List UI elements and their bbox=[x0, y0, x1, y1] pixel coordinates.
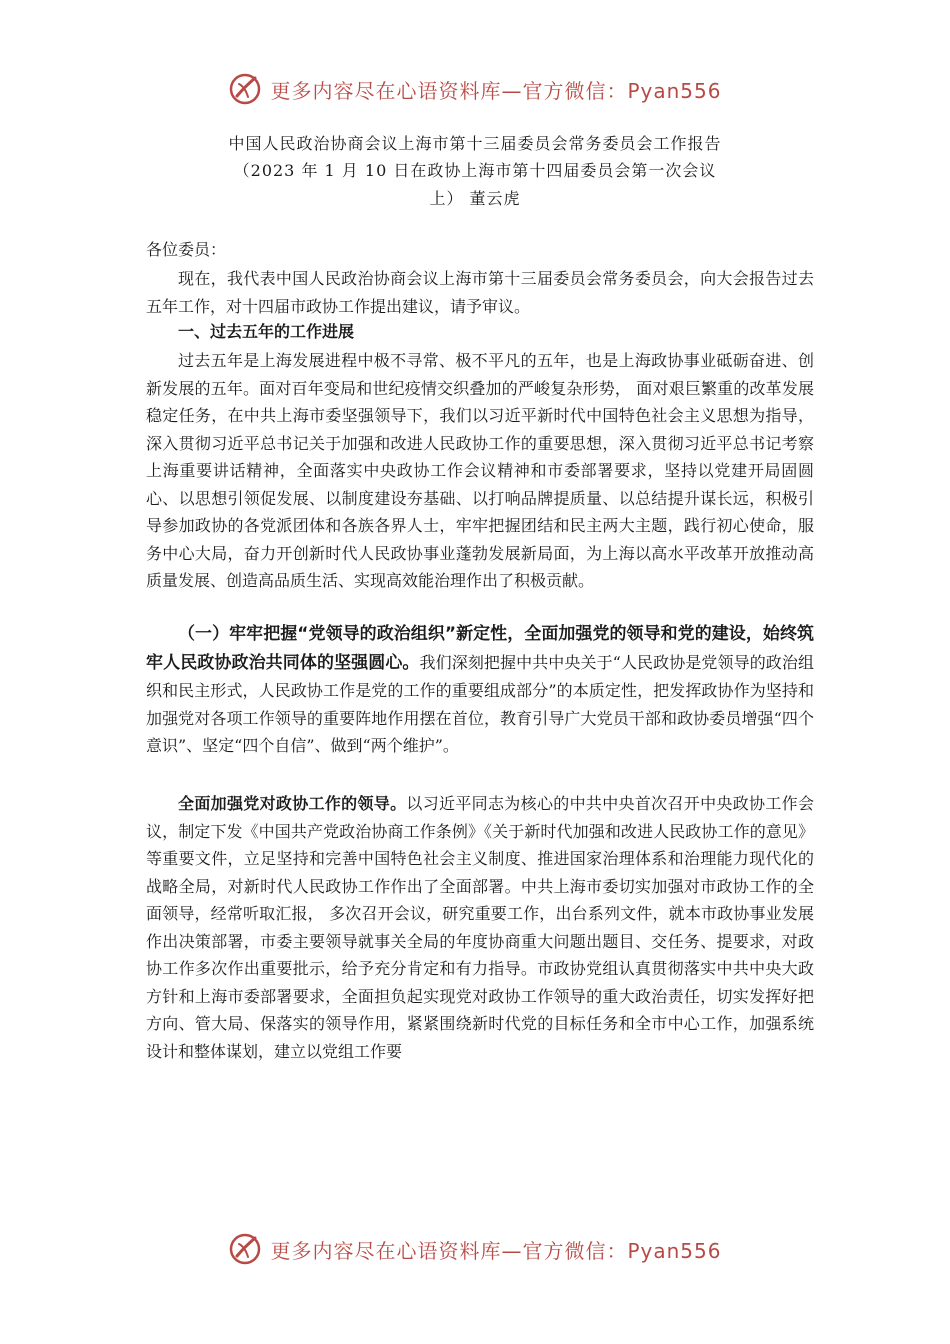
watermark-text: 更多内容尽在心语资料库—官方微信：Pyan556 bbox=[270, 1238, 722, 1263]
subsection1-paragraph bbox=[146, 620, 814, 760]
document-title-line2: （2023 年 1 月 10 日在政协上海市第十四届委员会第一次会议 bbox=[233, 161, 717, 180]
document-title-line3: 上） 董云虎 bbox=[429, 189, 521, 208]
intro-paragraph bbox=[146, 265, 814, 320]
watermark-banner-bottom bbox=[0, 1232, 950, 1266]
document-title-line1: 中国人民政治协商会议上海市第十三届委员会常务委员会工作报告 bbox=[228, 134, 722, 153]
subsection1-text: 我们深刻把握中共中央关于“人民政协是党领导的政治组织和民主形式，人民政协工作是党的工作的重要组成部分”的本质定性，把发挥政协作为坚持和加强党对各项工作领导的重要阵地作用摆在首位，教育引导广大党员干部和政协委员增强“四个意识”、坚定“四个自信”、做到“两个维护”。 bbox=[146, 652, 814, 755]
intro-text: 现在，我代表中国人民政治协商会议上海市第十三届委员会常务委员会，向大会报告过去五年工作，对十四届市政协工作提出建议，请予审议。 bbox=[146, 269, 814, 316]
salutation: 各位委员： bbox=[146, 240, 227, 259]
subsection1-lead: （一）牢牢把握“党领导的政治组织”新定性，全面加强党的领导和党的建设，始终筑牢人民政协政治共同体的坚强圆心。 bbox=[146, 624, 814, 673]
logo-icon bbox=[228, 1232, 262, 1266]
watermark-banner-top bbox=[0, 72, 950, 106]
subsection2-lead: 全面加强党对政协工作的领导。 bbox=[178, 794, 407, 813]
section-heading: 一、过去五年的工作进展 bbox=[178, 322, 355, 341]
section1-text: 过去五年是上海发展进程中极不寻常、极不平凡的五年，也是上海政协事业砥砺奋进、创新发展的五年。面对百年变局和世纪疫情交织叠加的严峻复杂形势， 面对艰巨繁重的改革发展稳定任务，在中共上海市委坚强领导下，我们以习近平新时代中国特色社会主义思想为指导，深入贯彻习近平总书记关于加强和改进人民政协工作的重要思想，深入贯彻习近平总书记考察上海重要讲话精神，全面落实中央政协工作会议精神和市委部署要求，坚持以党建开局固圆心、以思想引领促发展、以制度建设夯基础、以打响品牌提质量、以总结提升谋长远，积极引导参加政协的各党派团体和各族各界人士，牢牢把握团结和民主两大主题，践行初心使命，服务中心大局，奋力开创新时代人民政协事业蓬勃发展新局面，为上海以高水平改革开放推动高质量发展、创造高品质生活、实现高效能治理作出了积极贡献。 bbox=[146, 351, 814, 590]
subsection2-paragraph bbox=[146, 790, 814, 1065]
watermark-text: 更多内容尽在心语资料库—官方微信：Pyan556 bbox=[270, 78, 722, 103]
section1-paragraph bbox=[146, 347, 814, 595]
subsection2-text: 以习近平同志为核心的中共中央首次召开中央政协工作会议，制定下发《中国共产党政治协商工作条例》《关于新时代加强和改进人民政协工作的意见》等重要文件，立足坚持和完善中国特色社会主义制度、推进国家治理体系和治理能力现代化的战略全局，对新时代人民政协工作作出了全面部署。中共上海市委切实加强对市政协工作的全面领导，经常听取汇报， 多次召开会议，研究重要工作，出台系列文件，就本市政协事业发展作出决策部署，市委主要领导就事关全局的年度协商重大问题出题目、交任务、提要求，对政协工作多次作出重要批示，给予充分肯定和有力指导。市政协党组认真贯彻落实中共中央大政方针和上海市委部署要求，全面担负起实现党对政协工作领导的重大政治责任，切实发挥好把方向、管大局、保落实的领导作用，紧紧围绕新时代党的目标任务和全市中心工作，加强系统设计和整体谋划，建立以党组工作要 bbox=[146, 794, 814, 1061]
logo-icon bbox=[228, 72, 262, 106]
